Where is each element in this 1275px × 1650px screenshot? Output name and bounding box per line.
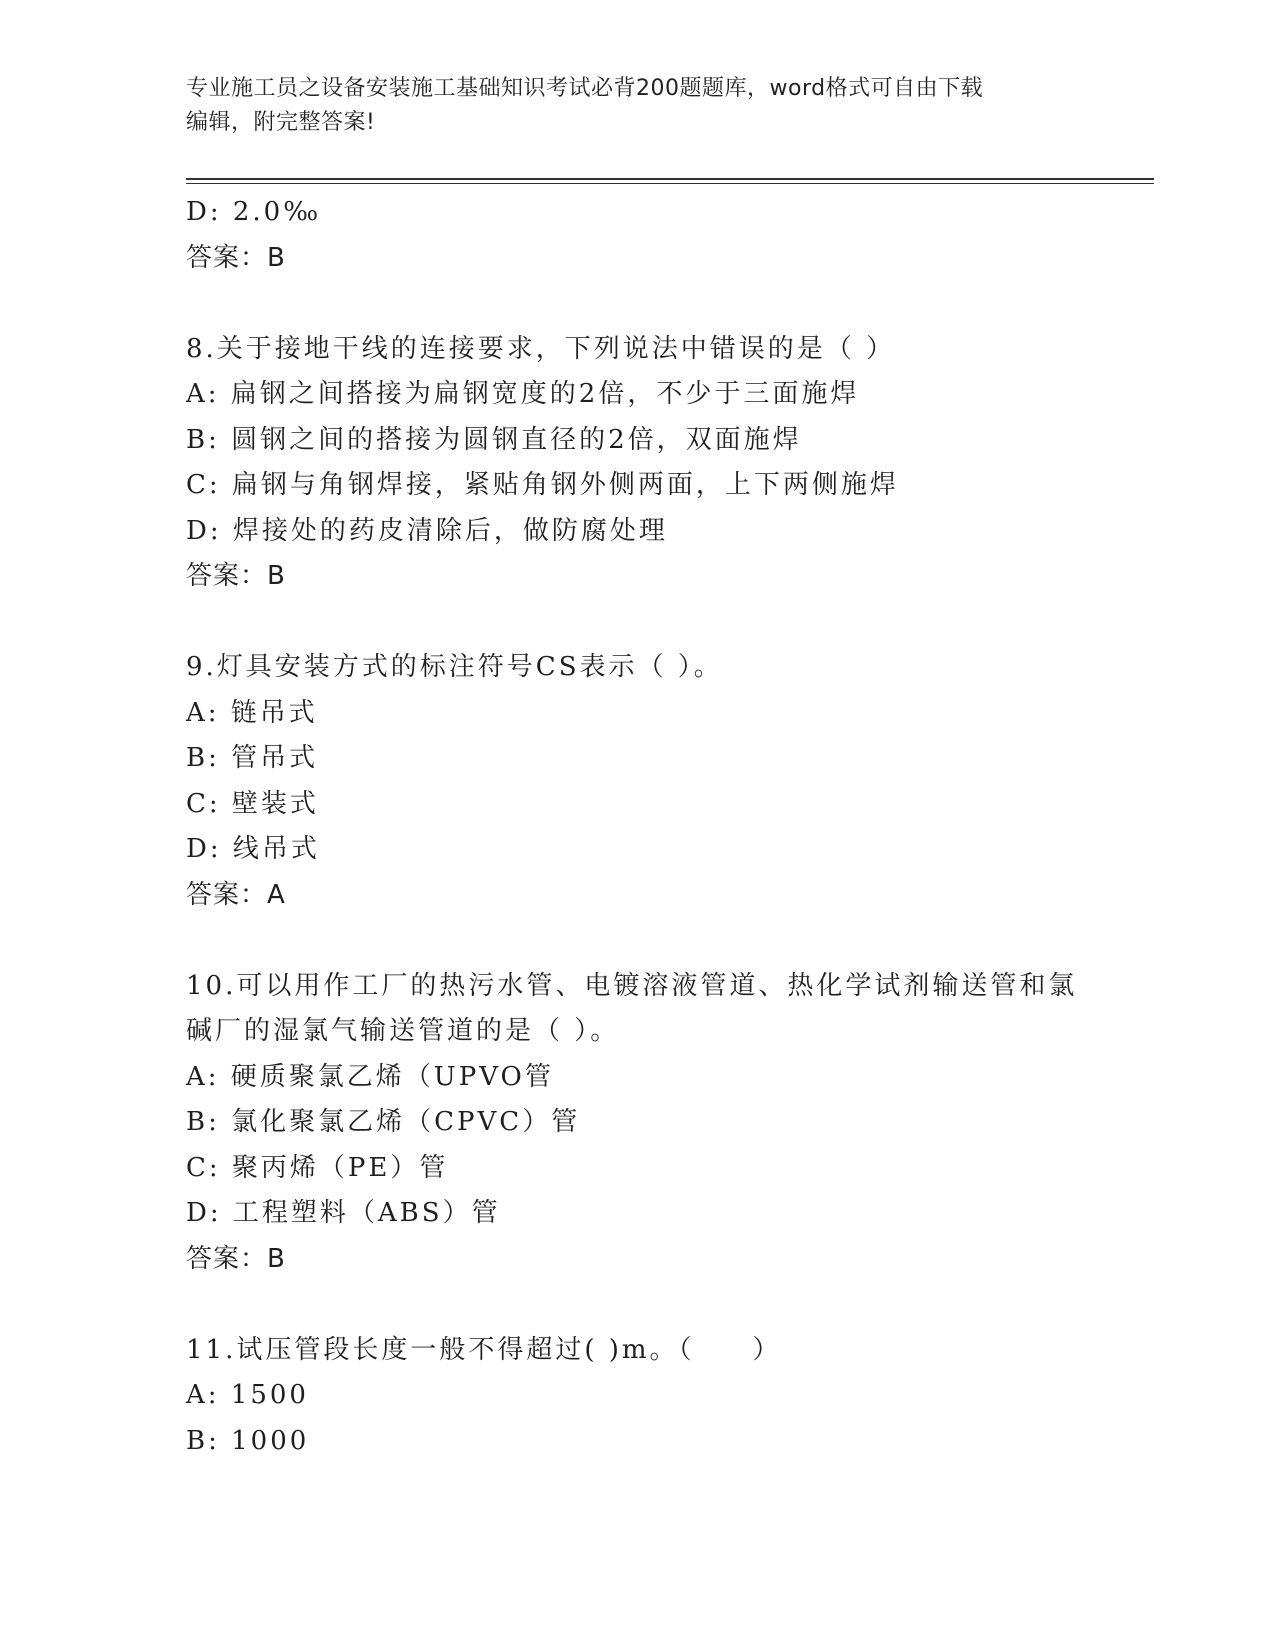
header-divider-thin [186, 183, 1154, 184]
q10-option-b: B: 氯化聚氯乙烯（CPVC）管 [186, 1107, 581, 1137]
q7-option-d: D: 2.0‰ [186, 197, 322, 227]
q9-option-b: B: 管吊式 [186, 743, 319, 773]
document-header [186, 72, 1066, 140]
q9-question: 9.灯具安装方式的标注符号CS表示（ ）。 [186, 652, 723, 682]
spacer [186, 281, 1086, 327]
spacer [186, 918, 1086, 964]
q10-option-d: D: 工程塑料（ABS）管 [186, 1198, 501, 1228]
q8-option-b: B: 圆钢之间的搭接为圆钢直径的2倍，双面施焊 [186, 424, 802, 455]
q8-option-a: A: 扁钢之间搭接为扁钢宽度的2倍，不少于三面施焊 [186, 379, 860, 409]
q9-option-d: D: 线吊式 [186, 834, 320, 864]
q8-option-c: C: 扁钢与角钢焊接，紧贴角钢外侧两面，上下两侧施焊 [186, 470, 899, 500]
header-title-line-1: 专业施工员之设备安装施工基础知识考试必背200题题库，word格式可自由下载 [186, 76, 984, 101]
spacer [186, 600, 1086, 646]
q11-question: 11.试压管段长度一般不得超过( )m。（ ） [186, 1334, 782, 1365]
q7-answer: 答案：B [186, 242, 286, 273]
q10-answer: 答案：B [186, 1243, 286, 1274]
question-list [186, 190, 1086, 1464]
q11-option-a: A: 1500 [186, 1380, 309, 1410]
q11-option-b: B: 1000 [186, 1425, 310, 1456]
q9-option-c: C: 壁装式 [186, 788, 319, 819]
q9-answer: 答案：A [186, 879, 286, 910]
q10-question-line-1: 10.可以用作工厂的热污水管、电镀溶液管道、热化学试剂输送管和氯 [186, 970, 1078, 1001]
header-title-line-2: 编辑，附完整答案! [186, 110, 376, 135]
spacer [186, 1282, 1086, 1328]
q8-option-d: D: 焊接处的药皮清除后，做防腐处理 [186, 515, 668, 546]
q10-question-line-2: 碱厂的湿氯气输送管道的是（ ）。 [186, 1016, 620, 1046]
q10-option-c: C: 聚丙烯（PE）管 [186, 1152, 449, 1183]
q10-option-a: A: 硬质聚氯乙烯（UPVO管 [186, 1061, 554, 1092]
q9-option-a: A: 链吊式 [186, 697, 318, 728]
q8-answer: 答案：B [186, 561, 286, 591]
header-divider-thick [186, 178, 1154, 180]
q8-question: 8.关于接地干线的连接要求，下列说法中错误的是（ ） [186, 333, 896, 364]
